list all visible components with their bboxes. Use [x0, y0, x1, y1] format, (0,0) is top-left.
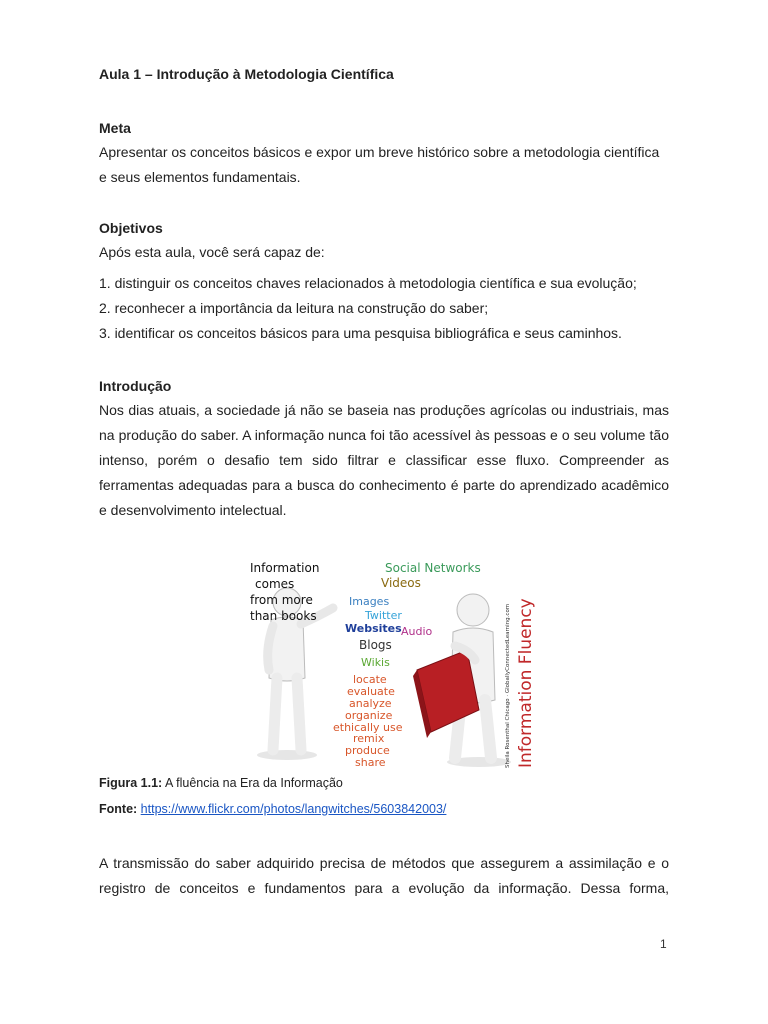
vertical-credit: Sheila Rosenthal Chicago · GloballyConnectedLearning.com — [505, 603, 511, 768]
word-produce: produce — [345, 744, 390, 757]
list-item: 3. identificar os conceitos básicos para uma pesquisa bibliográfica e seus caminhos. — [99, 325, 622, 341]
closing-line2: registro de conceitos e fundamentos para a evolução da informação. Dessa forma, — [99, 880, 669, 896]
source-link[interactable]: https://www.flickr.com/photos/langwitches/5603842003/ — [140, 802, 447, 816]
closing-line1: A transmissão do saber adquirido precisa de métodos que assegurem a assimilação e o — [99, 855, 669, 871]
objetivos-intro: Após esta aula, você será capaz de: — [99, 244, 325, 260]
word-locate: locate — [353, 673, 387, 686]
list-item: 1. distinguir os conceitos chaves relacionados à metodologia científica e sua evolução; — [99, 275, 637, 291]
objetivos-section — [99, 218, 669, 346]
source-label: Fonte: — [99, 802, 138, 816]
objetivos-list — [99, 271, 669, 346]
speech-line: than books — [250, 609, 317, 623]
word-remix: remix — [353, 732, 385, 745]
word-ethically-use: ethically use — [333, 721, 403, 734]
figure-source — [99, 802, 446, 816]
information-fluency-figure — [247, 550, 537, 772]
word-videos: Videos — [381, 576, 421, 590]
introducao-heading: Introdução — [99, 378, 172, 394]
introducao-paragraph: Nos dias atuais, a sociedade já não se baseia nas produções agrícolas ou industriais, mas na produção do saber. A informação nunca foi tão acessível às pessoas e o seu volume tão intenso, porém o desafio tem sido filtrar e classificar esse fluxo. Compreender as ferramentas adequadas para a busca do conhecimento é parte do aprendizado acadêmico e desenvolvimento intelectual. — [99, 402, 669, 518]
vertical-title: Information Fluency — [516, 598, 536, 768]
word-blogs: Blogs — [359, 638, 392, 652]
speech-line: Information — [250, 561, 320, 575]
caption-text: A fluência na Era da Informação — [162, 776, 343, 790]
word-evaluate: evaluate — [347, 685, 395, 698]
word-images: Images — [349, 595, 390, 608]
figure-caption — [99, 776, 343, 790]
page-number: 1 — [660, 937, 667, 951]
objetivos-heading: Objetivos — [99, 220, 163, 236]
word-websites: Websites — [345, 622, 402, 635]
meta-heading: Meta — [99, 120, 131, 136]
figure-illustration — [247, 550, 537, 772]
introducao-section — [99, 376, 669, 523]
word-organize: organize — [345, 709, 393, 722]
word-social-networks: Social Networks — [385, 561, 481, 575]
word-audio: Audio — [401, 625, 433, 638]
closing-paragraph — [99, 851, 669, 901]
word-wikis: Wikis — [361, 656, 390, 669]
speech-line: comes — [255, 577, 295, 591]
word-share: share — [355, 756, 386, 769]
meta-text-line1: Apresentar os conceitos básicos e expor um breve histórico sobre a metodologia científica — [99, 144, 660, 160]
list-item: 2. reconhecer a importância da leitura na construção do saber; — [99, 300, 489, 316]
speech-line: from more — [250, 593, 313, 607]
meta-section — [99, 118, 669, 190]
caption-label: Figura 1.1: — [99, 776, 163, 790]
word-analyze: analyze — [349, 697, 392, 710]
page-title: Aula 1 – Introdução à Metodologia Científica — [99, 66, 394, 82]
meta-text-line2: e seus elementos fundamentais. — [99, 169, 301, 185]
word-twitter: Twitter — [365, 609, 402, 622]
